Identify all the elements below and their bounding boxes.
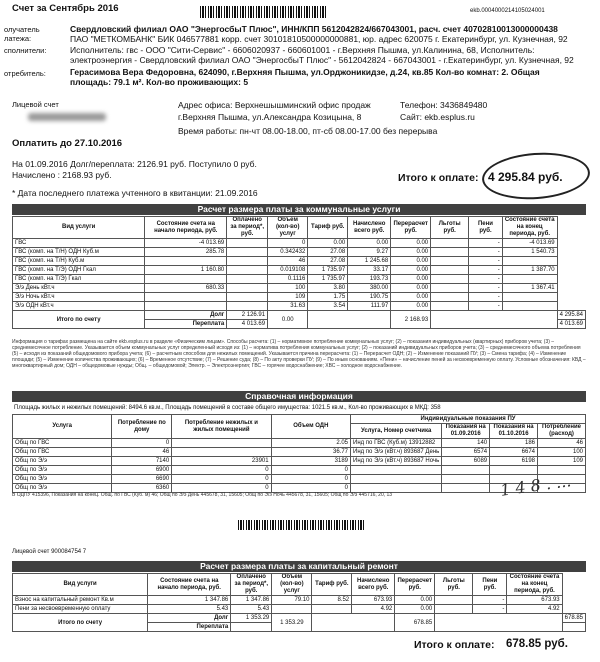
repair-header-cell: Пени руб. [473,574,507,596]
reference-cell: 6674 [490,448,538,457]
repair-debt-value: 1 353.29 [231,614,272,623]
redacted-account-number [28,113,106,121]
reference-cell: 6198 [490,457,538,466]
utilities-header-cell: Пени руб. [469,217,503,239]
utilities-cell: Э/э Ночь кВт.ч [13,293,145,302]
consumer-line2: площадь: 79.1 м². Кол-во проживающих: 5 [70,77,249,87]
utilities-cell [502,293,557,302]
utilities-cell: -4 013.69 [502,239,557,248]
utilities-cell: 0.00 [391,293,431,302]
reference-cell: 0 [271,484,350,493]
utilities-cell: 0.342432 [268,248,308,257]
utilities-cell: - [469,275,503,284]
repair-cell: 673.93 [507,596,562,605]
reference-row [13,457,586,466]
utilities-cell: 1 735.97 [308,266,348,275]
charged-line: Начислено : 2168.93 руб. [12,170,112,180]
utilities-end-debt: 4 295.84 [557,311,585,320]
utilities-cell: - [469,302,503,311]
reference-cell: 6574 [442,448,490,457]
tariff-notes: Информация о тарифах размещена на сайте ekb.esplus.ru в разделе «Физическим лицам». Способы расчета: (1) – нормативное потребление коммунальных услуг; (2) – показания индивидуальных (квартирных) приборов учета; (3) – среднемесячное потребление. Указывается объем коммунальных услуг определенный исходя из: (1) – норматива потребления коммунальных услуг; (2) – показаний индивидуальных приборов учета; (3) – среднемесячного объема потребления (5) – исходя из показаний общедомового прибора учета; (6) – расчетным способом для нежилых помещений. Указывается причина перерасчета: (1) – Перерасчет ОДН; (2) – Изменение показаний ПУ; (3) – Смена тарифа; (4) – Изменение площади; (5) – Изменение количества проживающих; (6) – Временное отсутствие; (7) – Решение суда; (8) – По акту проверки ПУ; (9) – По иным основаниям. «Пени» – начисление пеней за несвоевременную оплату. Условные обозначения: КВД – многоквартирный дом; ОДН – общедомовые нужды; Общ. – общедомовой; Электр. – Электроэнергия; ГВС – горячее водоснабжение; ХВС – холодное водоснабжение. [12,339,586,369]
repair-total-row-label: Итого по счету [13,614,148,632]
reference-header-cell: Потребление (расход) [538,424,586,439]
reference-cell: 0 [172,475,271,484]
consumer-label: отребитель: [4,69,46,78]
office-phone: Телефон: 3436849480 [400,100,488,110]
utilities-cell: 0.019108 [268,266,308,275]
utilities-cell: 0.00 [348,239,391,248]
utilities-cell [227,284,268,293]
repair-header-cell: Оплачено за период*, руб. [231,574,272,596]
repair-header-cell: Перерасчет руб. [395,574,435,596]
account-label: Лицевой счет [12,100,59,109]
reference-cell: 46 [112,448,172,457]
utilities-header-cell: Начислено всего руб. [348,217,391,239]
utilities-header-cell: Льготы руб. [431,217,469,239]
repair-account: Лицевой счет 900084754 7 [12,549,87,555]
repair-cell: Взнос на капитальный ремонт Кв.м [13,596,148,605]
office-address: Адрес офиса: Верхнешышминский офис продаж [178,100,371,110]
repair-empty-cell [312,614,395,632]
utilities-row [13,248,586,257]
utilities-cell: 190.75 [348,293,391,302]
reference-cell [442,466,490,475]
reference-footnote: В ОДПУ 415396, Показания на конец. Общ. по ГВС (Куб. м) 46; Общ по Э/э День 445678, 31, 15605; Общ по Э/э Ночь 445678, 31, 15605; Общ по Э/э 445716, 20, 13 [12,492,393,498]
repair-paid-total: 1 353.29 [272,614,312,632]
utilities-cell: Э/э ОДН кВт.ч [13,302,145,311]
utilities-cell [145,257,227,266]
repair-empty-cell [231,623,272,632]
reference-cell: Инд по ГВС (Куб.м) 13912882 [351,439,442,448]
reference-cell: 6360 [112,484,172,493]
total-label: Итого к оплате: [398,172,479,184]
utilities-cell [227,257,268,266]
repair-band [12,561,586,572]
utilities-cell: 0 [268,239,308,248]
utilities-cell: 1.75 [308,293,348,302]
utilities-cell [431,257,469,266]
utilities-row [13,302,586,311]
reference-header-cell: Показания на 01.09.2016 [442,424,490,439]
utilities-cell [502,302,557,311]
repair-row [13,605,586,614]
utilities-cell: ГВС (комп. на Т/Э) Гкал [13,275,145,284]
utilities-cell: - [469,284,503,293]
utilities-cell: 0.00 [391,275,431,284]
utilities-cell: 1 160.80 [145,266,227,275]
utilities-cell: 0.00 [391,266,431,275]
reference-cell: 6900 [112,466,172,475]
utilities-cell: - [469,239,503,248]
utilities-band-title: Расчет размера платы за коммунальные услуги [197,204,401,214]
recipient-label: олучатель латежа: [4,25,40,43]
executors-line1: Исполнитель: гвс - ООО "Сити-Сервис" - 6606020937 - 660601001 - г.Верхняя Пышма, ул.Калинина, 68, Исполнитель: [70,45,535,55]
reference-header-cell: Услуга, Номер счетчика [351,424,442,439]
utilities-cell: 1 387.70 [502,266,557,275]
document-code: ekb.0004000214105024001 [470,8,545,14]
reference-cell [442,475,490,484]
reference-cell: Общ по Э/э [13,466,112,475]
utilities-cell [431,239,469,248]
repair-header-cell: Вид услуги [13,574,148,596]
reference-cell: 109 [538,457,586,466]
area-line: Площадь жилых и нежилых помещений: 8494.6 кв.м., Площадь помещений в составе общего имущества: 1021.5 кв.м., Кол-во проживающих в МКД: 358 [14,405,441,411]
utilities-cell: 33.17 [348,266,391,275]
utilities-cell: Э/э День кВт.ч [13,284,145,293]
repair-end-debt: 678.85 [562,614,585,623]
reference-cell: 36.77 [271,448,350,457]
utilities-cell: -4 013.69 [145,239,227,248]
utilities-debt-value: 2 126.91 [227,311,268,320]
utilities-debt-label: Долг [145,311,227,320]
reference-row [13,439,586,448]
repair-header-cell: Состояние счета на конец периода, руб. [507,574,562,596]
utilities-cell [227,266,268,275]
repair-cell: 1 347.86 [231,596,272,605]
reference-row [13,448,586,457]
utilities-paid-total: 0.00 [268,311,308,329]
repair-empty-cell [435,614,562,632]
utilities-cell [145,293,227,302]
utilities-cell: 111.97 [348,302,391,311]
reference-cell: Общ по Э/э [13,457,112,466]
handwritten-mark: 1 4 8 . ... [499,471,573,500]
utilities-cell: 0.00 [391,248,431,257]
reference-band-title: Справочная информация [245,391,353,401]
utilities-cell: 0.00 [391,302,431,311]
reference-cell: 0 [112,439,172,448]
reference-cell: Инд по Э/э (кВт.ч) 893687 День [351,448,442,457]
repair-band-title: Расчет размера платы за капитальный ремонт [200,561,398,571]
utilities-cell: - [469,266,503,275]
utilities-end-overpay: 4 013.69 [557,320,585,329]
reference-cell: 6089 [442,457,490,466]
repair-header-cell: Начислено всего руб. [352,574,395,596]
reference-cell: 46 [538,439,586,448]
utilities-cell [227,302,268,311]
utilities-cell: 109 [268,293,308,302]
utilities-band [12,204,586,215]
office-address-line2: г.Верхняя Пышма, ул.Александра Козицына, 8 [178,112,362,122]
utilities-cell [431,284,469,293]
utilities-row [13,284,586,293]
reference-cell: 6690 [112,475,172,484]
executors-label: сполнители: [4,46,47,55]
reference-cell [351,475,442,484]
utilities-cell: 9.27 [348,248,391,257]
utilities-header-cell: Перерасчет руб. [391,217,431,239]
repair-table [12,573,586,632]
repair-cell: Пени за несвоевременную оплату [13,605,148,614]
utilities-empty-cell [431,311,557,329]
utilities-cell [431,275,469,284]
utilities-cell: ГВС (комп. на Т/Н) ОДН Куб.м [13,248,145,257]
utilities-overpay-label: Переплата [145,320,227,329]
utilities-cell: 193.73 [348,275,391,284]
utilities-cell [145,302,227,311]
reference-cell: 0 [172,484,271,493]
utilities-cell: ГВС (комп. на Т/Н) Куб.м [13,257,145,266]
repair-cell: 5.43 [231,605,272,614]
utilities-header-cell: Объем (кол-во) услуг [268,217,308,239]
utilities-cell: 27.08 [308,248,348,257]
consumer-line1: Герасимова Вера Федоровна, 624090, г.Верхняя Пышма, ул.Орджоникидзе, д.24, кв.85 Кол-во комнат: 2. Общая [70,67,540,77]
utilities-cell: - [469,248,503,257]
repair-header-cell: Объем (кол-во) услуг [272,574,312,596]
utilities-header-cell: Вид услуги [13,217,145,239]
utilities-cell: 3.54 [308,302,348,311]
utilities-cell: 31.63 [268,302,308,311]
recipient-line2: ПАО "МЕТКОМБАНК" БИК 046577881 корр. счет 30101810500000000881, юр. адрес 620075 г. Екатеринбург, ул. Кузнечная, 92 [70,34,568,44]
balance-line: На 01.09.2016 Долг/переплата: 2126.91 руб. Поступило 0 руб. [12,159,257,169]
divider-barcode [238,520,366,530]
reference-cell [172,448,271,457]
utilities-header-cell: Тариф руб. [308,217,348,239]
reference-header-cell: Потребление нежилых и жилых помещений [172,415,271,439]
repair-cell: - [473,596,507,605]
utilities-row [13,266,586,275]
recipient-line1: Свердловский филиал ОАО "ЭнергосбыТ Плюс", ИНН/КПП 5612042824/667043001, расч. счет 40702810013000000438 [70,24,558,34]
repair-header-cell: Льготы руб. [435,574,473,596]
utilities-cell [227,248,268,257]
reference-cell [172,439,271,448]
reference-cell: 0 [271,466,350,475]
reference-cell: Общ по Э/э [13,484,112,493]
utilities-overpay-value: 4 013.69 [227,320,268,329]
utilities-cell [145,275,227,284]
utilities-row [13,293,586,302]
last-payment-note: * Дата последнего платежа учтенного в квитанции: 21.09.2016 [12,188,258,198]
reference-cell [351,466,442,475]
reference-cell: 23901 [172,457,271,466]
utilities-cell: 380.00 [348,284,391,293]
reference-cell: Инд по Э/э (кВт.ч) 893687 Ночь [351,457,442,466]
utilities-header-cell: Состояние счета на начало периода, руб. [145,217,227,239]
header-barcode [200,6,328,18]
repair-total-value: 678.85 руб. [506,638,568,650]
reference-cell: 100 [538,448,586,457]
repair-cell: 79.10 [272,596,312,605]
utilities-cell: 0.00 [308,239,348,248]
utilities-row [13,275,586,284]
utilities-cell [431,266,469,275]
utilities-total-label: Итого по счету [13,311,145,329]
utilities-cell: 0.00 [391,257,431,266]
repair-cell: 4.92 [352,605,395,614]
reference-header-cell: Показания на 01.10.2016 [490,424,538,439]
utilities-cell: 27.08 [308,257,348,266]
repair-cell: 0.00 [395,605,435,614]
repair-charged-total: 678.85 [395,614,435,632]
bill-title: Счет за Сентябрь 2016 [12,3,119,14]
utilities-cell [431,248,469,257]
utilities-row [13,239,586,248]
utilities-cell [431,302,469,311]
utilities-table [12,216,586,329]
reference-header-cell: Потребление по дому [112,415,172,439]
repair-debt-label: Долг [148,614,231,623]
utilities-cell: 0.1116 [268,275,308,284]
utilities-cell: 3.80 [308,284,348,293]
repair-total-label: Итого к оплате: [414,639,495,651]
executors-line2: электроэнергия - Свердловский филиал ОАО "ЭнергосбыТ Плюс" - 5612042824 - 667043001 - г.Екатеринбург, ул. Кузнечная, 92 [70,55,574,65]
reference-ipu-header: Индивидуальные показания ПУ [351,415,586,424]
utilities-cell: 1 245.68 [348,257,391,266]
reference-cell [490,466,538,475]
reference-cell: 186 [490,439,538,448]
utilities-header-cell: Оплачено за период*, руб. [227,217,268,239]
utilities-cell: - [469,293,503,302]
handwritten-circle [481,149,592,202]
utilities-cell [227,275,268,284]
reference-cell: 7140 [112,457,172,466]
repair-cell: 1 347.86 [148,596,231,605]
utilities-cell: 100 [268,284,308,293]
repair-header-cell: Состояние счета на начало периода, руб. [148,574,231,596]
utilities-cell: 285.78 [145,248,227,257]
reference-cell: 3189 [271,457,350,466]
repair-overpay-label: Переплата [148,623,231,632]
reference-cell: 140 [442,439,490,448]
reference-header-cell: Объем ОДН [271,415,350,439]
utilities-cell: - [469,257,503,266]
utilities-cell [502,275,557,284]
office-site: Сайт: ekb.esplus.ru [400,112,475,122]
repair-cell: 0.00 [395,596,435,605]
utilities-empty-cell [308,311,391,329]
repair-cell [272,605,312,614]
repair-cell: 8.52 [312,596,352,605]
repair-cell [435,596,473,605]
reference-cell: Общ по ГВС [13,448,112,457]
utilities-cell: ГВС [13,239,145,248]
utilities-header-cell: Состояние счета на конец периода, руб. [502,217,557,239]
reference-header-cell: Услуга [13,415,112,439]
repair-cell: 4.92 [507,605,562,614]
utilities-cell: 1 735.97 [308,275,348,284]
repair-cell: - [473,605,507,614]
total-value: 4 295.84 руб. [488,170,563,184]
reference-cell: 0 [172,466,271,475]
utilities-cell: 1 367.41 [502,284,557,293]
due-date: Оплатить до 27.10.2016 [12,138,123,149]
repair-empty-cell [562,623,585,632]
repair-cell: 673.93 [352,596,395,605]
reference-cell: Общ по Э/э [13,475,112,484]
utilities-cell [227,239,268,248]
utilities-cell [431,293,469,302]
repair-header-cell: Тариф руб. [312,574,352,596]
utilities-cell: 0.00 [391,239,431,248]
utilities-cell: 680.33 [145,284,227,293]
reference-row [13,466,586,475]
repair-cell [312,605,352,614]
utilities-cell: ГВС (комп. на Т/Э) ОДН Гкал [13,266,145,275]
utilities-charged-total: 2 168.93 [391,311,431,329]
reference-band [12,391,586,402]
office-hours: Время работы: пн-чт 08.00-18.00, пт-сб 08.00-17.00 без перерыва [178,126,438,136]
utilities-row [13,257,586,266]
reference-cell: 0 [271,475,350,484]
reference-cell: 2.05 [271,439,350,448]
utilities-cell [502,257,557,266]
utilities-cell: 0.00 [391,284,431,293]
utilities-cell: 1 540.73 [502,248,557,257]
repair-cell: 5.43 [148,605,231,614]
reference-cell: Общ по ГВС [13,439,112,448]
utilities-cell: 46 [268,257,308,266]
repair-cell [435,605,473,614]
repair-row [13,596,586,605]
utilities-cell [227,293,268,302]
